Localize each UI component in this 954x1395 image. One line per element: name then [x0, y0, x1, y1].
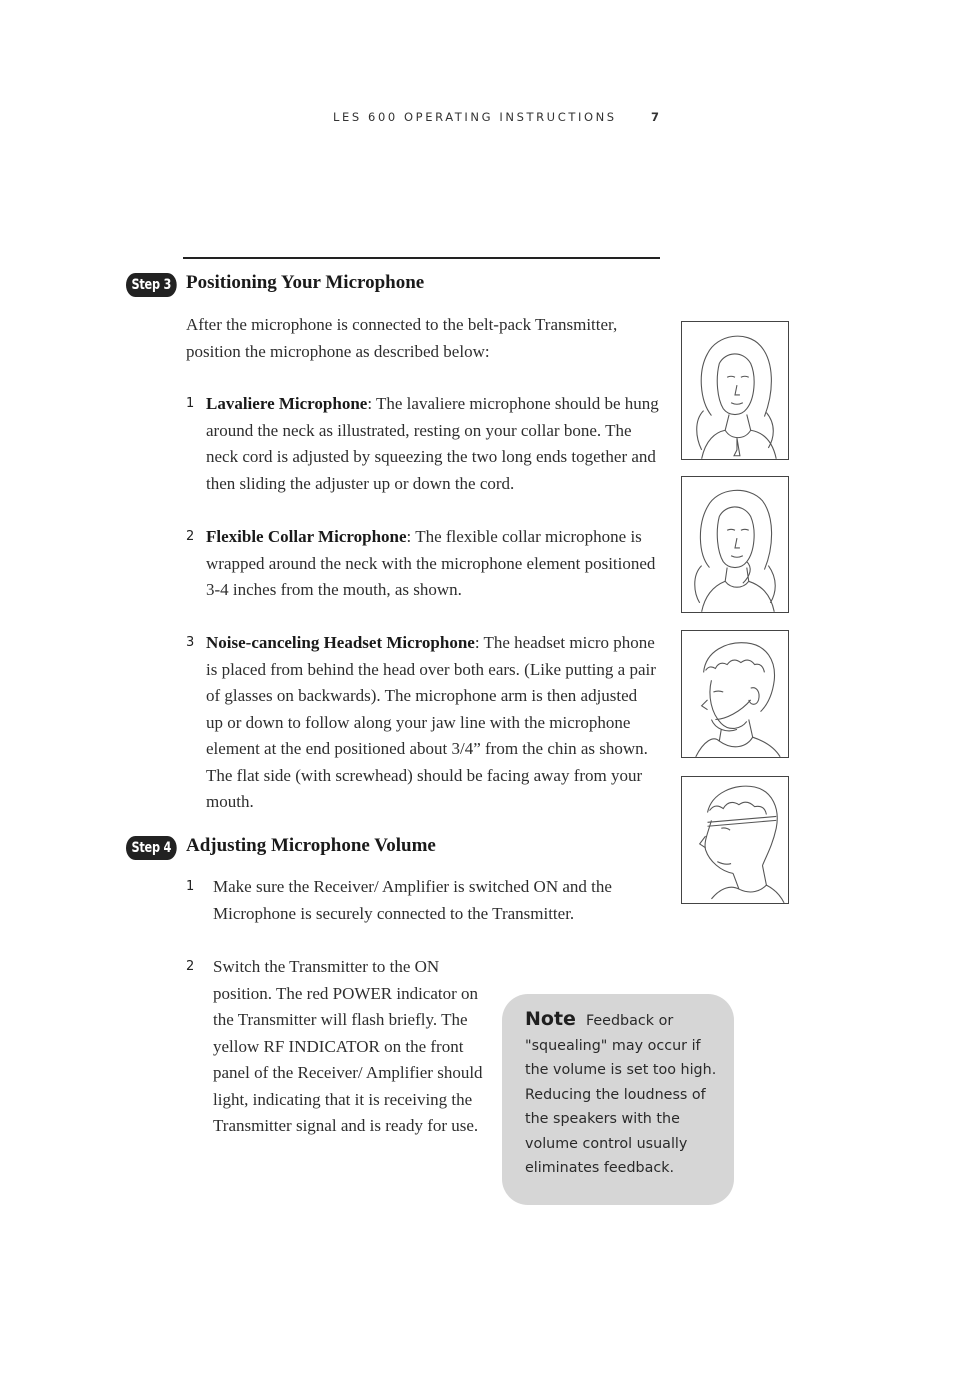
item-number: 2	[186, 959, 195, 974]
item-number: 2	[186, 529, 195, 544]
note-box	[502, 994, 734, 1205]
running-title: LES 600 OPERATING INSTRUCTIONS	[333, 110, 617, 124]
list-item-receiver-on: Make sure the Receiver/ Amplifier is switched ON and the Microphone is securely connected to the Transmitter.	[213, 877, 612, 923]
item-term: Noise-canceling Headset Microphone	[206, 633, 475, 652]
item-text: : The lavaliere microphone should be hung around the neck as illustrated, resting on your collar bone. The neck cord is adjusted by squeezing the two long ends together and then sliding the adjuster up or down the cord.	[206, 394, 659, 493]
note-label: Note	[525, 1008, 576, 1030]
section-divider	[183, 257, 660, 259]
list-item-collar	[206, 524, 664, 604]
lavaliere-illustration	[681, 321, 789, 460]
list-item-lavaliere	[206, 391, 661, 497]
item-term: Flexible Collar Microphone	[206, 527, 407, 546]
collar-illustration	[681, 476, 789, 613]
page-number: 7	[651, 110, 660, 124]
step-3-intro: After the microphone is connected to the belt-pack Transmitter, position the microphone as described below:	[186, 315, 618, 361]
list-item-headset	[206, 630, 658, 816]
item-number: 1	[186, 879, 195, 894]
item-text: : The headset micro phone is placed from behind the head over both ears. (Like putting a pair of glasses on backwards). The microphone arm is then adjusted up or down to follow along your jaw line with the microphone element at the end positioned about 3/4” from the chin as shown. The flat side (with screwhead) should be facing away from your mouth.	[206, 633, 656, 811]
item-text: : The flexible collar microphone is wrapped around the neck with the microphone element positioned 3-4 inches from the mouth, as shown.	[206, 527, 656, 599]
step-3-title: Positioning Your Microphone	[186, 272, 425, 293]
step-4-title: Adjusting Microphone Volume	[186, 835, 436, 856]
list-item-transmitter-on: Switch the Transmitter to the ON position. The red POWER indicator on the Transmitter will flash briefly. The yellow RF INDICATOR on the front panel of the Receiver/ Amplifier should light, indicating that it is receiving the Transmitter signal and is ready for use.	[213, 957, 483, 1135]
item-number: 3	[186, 635, 195, 650]
item-term: Lavaliere Microphone	[206, 394, 368, 413]
headset-side-illustration	[681, 776, 789, 904]
step-3-badge: Step 3	[126, 273, 177, 297]
item-number: 1	[186, 396, 195, 411]
headset-front-illustration	[681, 630, 789, 758]
note-text: Feedback or "squealing" may occur if the volume is set too high. Reducing the loudness of the speakers with the volume control usually eliminates feedback.	[525, 1013, 717, 1176]
step-4-badge: Step 4	[126, 836, 177, 860]
